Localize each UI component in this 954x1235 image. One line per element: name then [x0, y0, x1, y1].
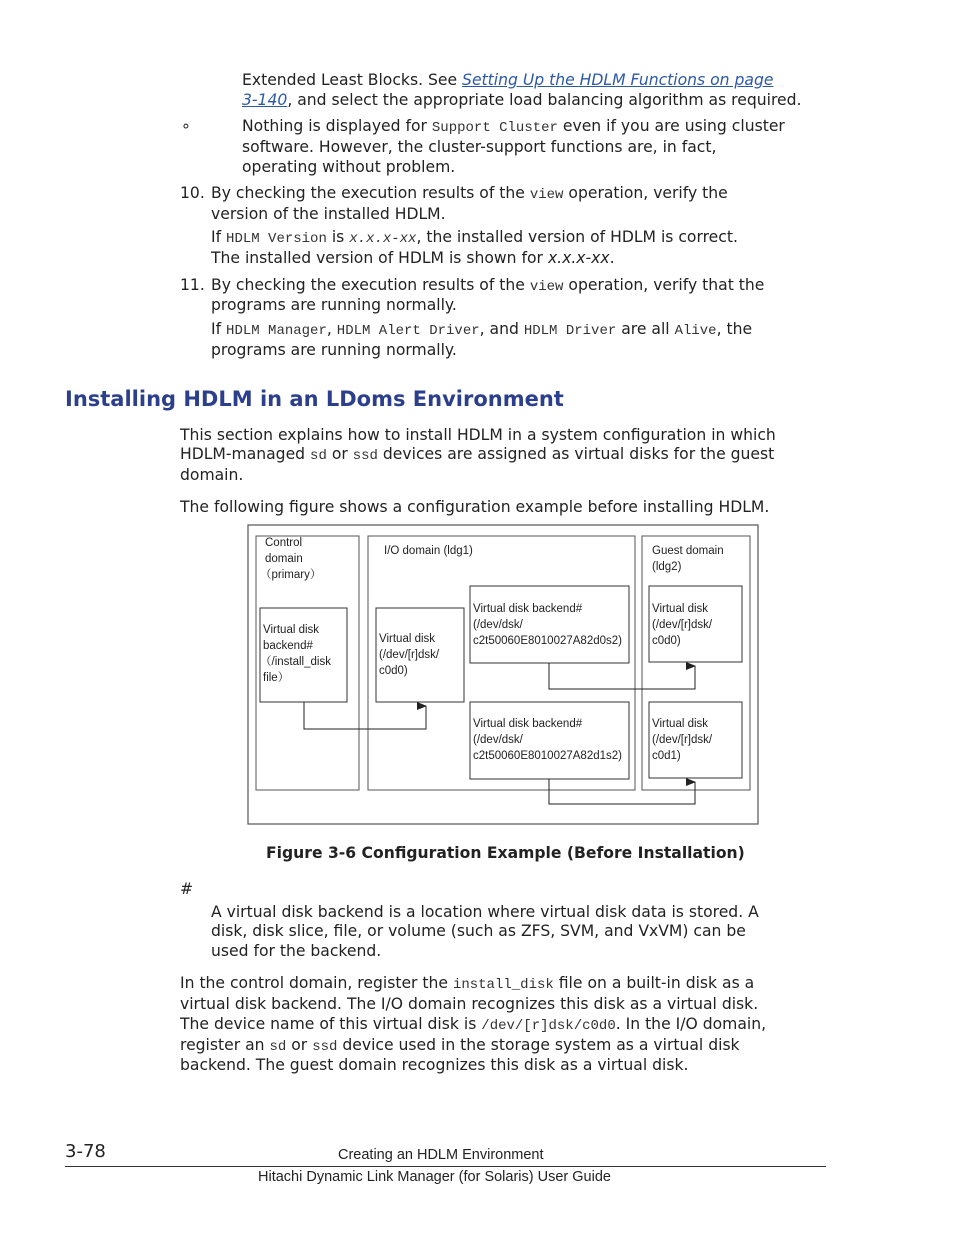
backend-bottom-label-1: Virtual disk backend#: [473, 718, 583, 730]
control-backend-label-2: backend#: [263, 640, 313, 652]
code-ssd: ssd: [312, 1039, 338, 1055]
version-variable-italic: x.x.x-xx: [547, 249, 610, 267]
step-11-line-1: By checking the execution results of the view operation, verify that the: [211, 276, 765, 295]
closing-line-1: In the control domain, register the install_disk file on a built-in disk as a: [180, 974, 755, 993]
intro-line-2: HDLM-managed sd or ssd devices are assigned as virtual disks for the guest: [180, 445, 775, 464]
guest-vdisk-bottom-label-3: c0d1): [652, 750, 681, 762]
guest-vdisk-bottom-label-2: (/dev/[r]dsk/: [652, 734, 713, 746]
closing-line-3: The device name of this virtual disk is /dev/[r]dsk/c0d0. In the I/O domain,: [180, 1015, 767, 1034]
code-sd: sd: [310, 448, 327, 464]
footer-book-title: Hitachi Dynamic Link Manager (for Solaris) User Guide: [258, 1169, 611, 1185]
control-backend-label-4: file）: [263, 672, 290, 684]
code-ssd: ssd: [352, 448, 378, 464]
code-alive: Alive: [674, 323, 717, 339]
code-view: view: [529, 279, 564, 295]
guest-vdisk-top-label-2: (/dev/[r]dsk/: [652, 619, 713, 631]
guest-vdisk-top-label-3: c0d0): [652, 635, 681, 647]
code-hdlm-version: HDLM Version: [226, 231, 327, 247]
guest-domain-label-1: Guest domain: [652, 545, 724, 557]
backend-bottom-label-3: c2t50060E8010027A82d1s2): [473, 750, 622, 762]
bullet-line-1: Nothing is displayed for Support Cluster even if you are using cluster: [242, 117, 785, 136]
control-domain-label-2: domain: [265, 553, 303, 565]
step-10-line-1: By checking the execution results of the view operation, verify the: [211, 184, 728, 203]
footnote-line-3: used for the backend.: [211, 942, 382, 960]
step-10-line-3: If HDLM Version is x.x.x-xx, the installed version of HDLM is correct.: [211, 228, 738, 247]
guest-domain-label-2: (ldg2): [652, 561, 682, 573]
control-backend-label-3: （/install_disk: [260, 656, 331, 668]
code-install-disk: install_disk: [452, 977, 554, 993]
intro-line-3: domain.: [180, 466, 244, 484]
bullet-line-3: operating without problem.: [242, 158, 456, 176]
page-number: 3-78: [65, 1141, 106, 1162]
footnote-line-2: disk, disk slice, file, or volume (such as ZFS, SVM, and VxVM) can be: [211, 922, 746, 940]
io-domain-label: I/O domain (ldg1): [384, 545, 473, 557]
closing-line-5: backend. The guest domain recognizes this disk as a virtual disk.: [180, 1056, 689, 1074]
setup-functions-link[interactable]: Setting Up the HDLM Functions on page: [462, 71, 774, 89]
continuation-line-2: 3-140, and select the appropriate load balancing algorithm as required.: [242, 91, 802, 109]
control-backend-label-1: Virtual disk: [263, 624, 320, 636]
io-vdisk-label-2: (/dev/[r]dsk/: [379, 649, 440, 661]
io-vdisk-label-3: c0d0): [379, 665, 408, 677]
configuration-diagram: [247, 524, 759, 826]
code-hdlm-manager: HDLM Manager: [226, 323, 327, 339]
continuation-line-1: Extended Least Blocks. See Setting Up the HDLM Functions on page: [242, 71, 774, 89]
code-support-cluster: Support Cluster: [431, 120, 558, 136]
guest-vdisk-bottom-label-1: Virtual disk: [652, 718, 709, 730]
bullet-line-2: software. However, the cluster-support functions are, in fact,: [242, 138, 717, 156]
step-10-line-2: version of the installed HDLM.: [211, 205, 446, 223]
setup-functions-link-page[interactable]: 3-140: [242, 91, 288, 109]
code-hdlm-driver: HDLM Driver: [523, 323, 617, 339]
bullet-symbol: ∘: [181, 117, 191, 135]
guest-vdisk-top-label-1: Virtual disk: [652, 603, 709, 615]
code-hdlm-alert-driver: HDLM Alert Driver: [336, 323, 480, 339]
footnote-symbol: #: [180, 880, 194, 898]
section-heading: Installing HDLM in an LDoms Environment: [65, 387, 564, 411]
closing-line-4: register an sd or ssd device used in the storage system as a virtual disk: [180, 1036, 740, 1055]
closing-line-2: virtual disk backend. The I/O domain recognizes this disk as a virtual disk.: [180, 995, 759, 1013]
footer-chapter: Creating an HDLM Environment: [338, 1147, 544, 1163]
control-domain-label-3: （primary）: [260, 569, 322, 581]
backend-top-label-3: c2t50060E8010027A82d0s2): [473, 635, 622, 647]
footer-divider: [65, 1166, 826, 1167]
figure-caption: Figure 3-6 Configuration Example (Before Installation): [266, 844, 745, 862]
step-10-line-4: The installed version of HDLM is shown for x.x.x-xx.: [211, 249, 615, 267]
step-10-number: 10.: [180, 184, 205, 202]
code-device-path: /dev/[r]dsk/c0d0: [481, 1018, 616, 1034]
control-domain-label-1: Control: [265, 537, 303, 549]
io-vdisk-label-1: Virtual disk: [379, 633, 436, 645]
step-11-line-2: programs are running normally.: [211, 296, 457, 314]
intro-line-1: This section explains how to install HDLM in a system configuration in which: [180, 426, 776, 444]
step-11-line-3: If HDLM Manager, HDLM Alert Driver, and HDLM Driver are all Alive, the: [211, 320, 753, 339]
backend-top-label-1: Virtual disk backend#: [473, 603, 583, 615]
backend-top-label-2: (/dev/dsk/: [473, 619, 523, 631]
code-view: view: [529, 187, 564, 203]
step-11-number: 11.: [180, 276, 205, 294]
backend-bottom-label-2: (/dev/dsk/: [473, 734, 523, 746]
footnote-line-1: A virtual disk backend is a location where virtual disk data is stored. A: [211, 903, 759, 921]
figure-intro: The following figure shows a configuration example before installing HDLM.: [180, 498, 770, 516]
code-sd: sd: [269, 1039, 287, 1055]
version-variable: x.x.x-xx: [349, 231, 417, 247]
step-11-line-4: programs are running normally.: [211, 341, 457, 359]
